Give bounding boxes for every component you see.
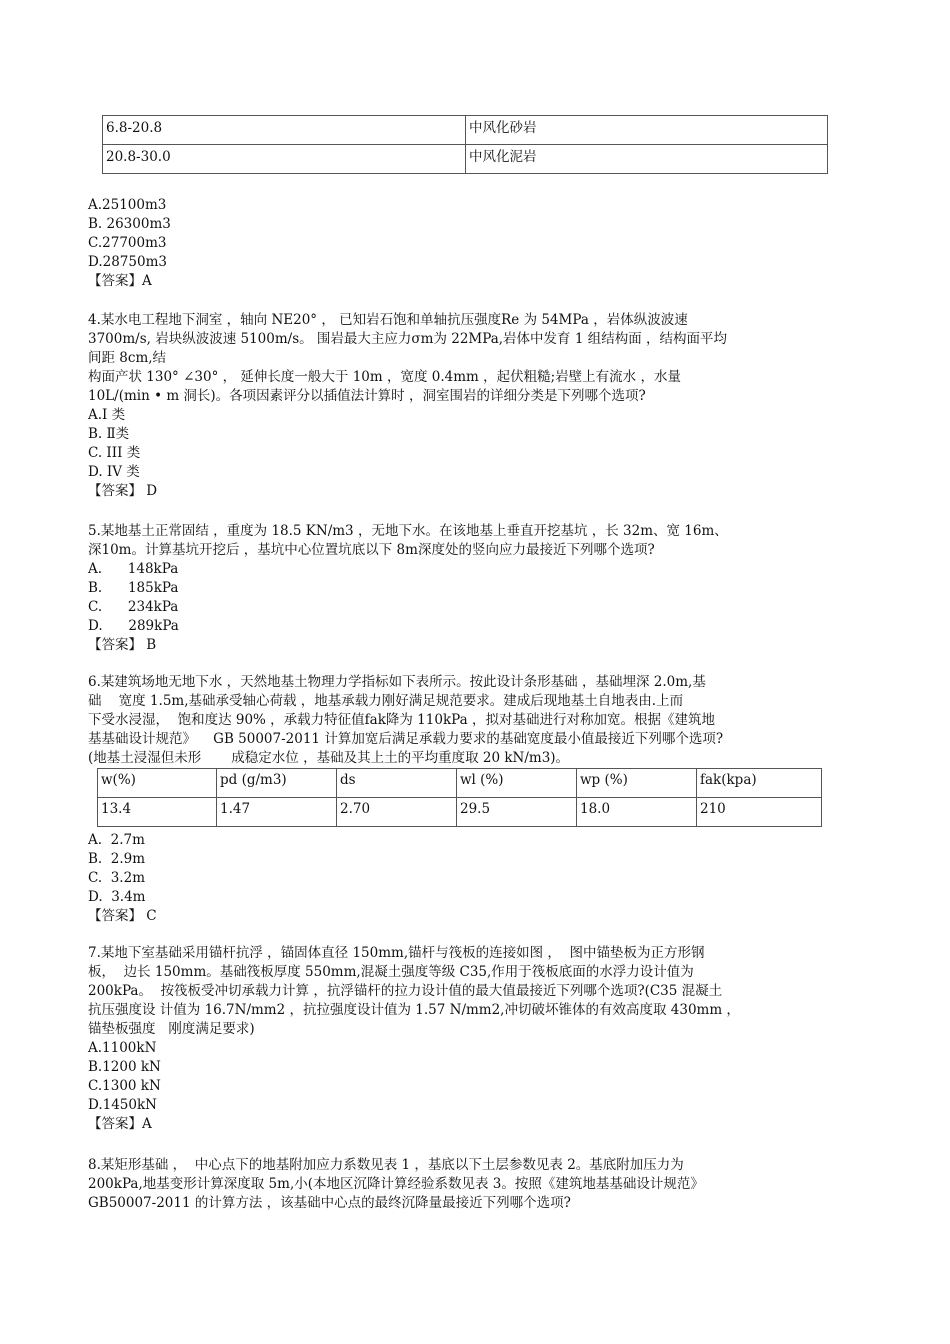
question-text: (地基土浸湿但未形 成稳定水位 ，基础及其上土的平均重度取 20 kN/m3)。 — [88, 750, 570, 766]
option-d: D.1450kN — [88, 1097, 157, 1113]
option-d: D.28750m3 — [88, 254, 167, 270]
table-cell: 中风化砂岩 — [466, 116, 828, 145]
option-b: B. 26300m3 — [88, 216, 171, 232]
question-6 — [88, 673, 868, 768]
option-b: B. 185kPa — [88, 580, 179, 596]
question-text: 200kPa,地基变形计算深度取 5m,小(本地区沉降计算经验系数见表 3。按照《建筑地基基础设计规范》 — [88, 1176, 704, 1192]
option-a: A. 2.7m — [88, 832, 145, 848]
answer-line: 【答案】 C — [88, 908, 157, 924]
option-b: B. Ⅱ类 — [88, 426, 130, 442]
question-text: 抗压强度设 计值为 16.7N/mm2 ，抗拉强度设计值为 1.57 N/mm2,冲切破坏锥体的有效高度取 430mm ， — [88, 1002, 740, 1018]
question-5 — [88, 522, 868, 655]
question-text: 7.某地下室基础采用锚杆抗浮 ，锚固体直径 150mm,锚杆与筏板的连接如图 ， 图中锚垫板为正方形钢 — [88, 945, 705, 961]
question-7 — [88, 944, 868, 1134]
answer-line: 【答案】 D — [88, 483, 158, 499]
option-c: C.27700m3 — [88, 235, 167, 251]
answer-line: 【答案】A — [88, 273, 152, 289]
option-a: A.1100kN — [88, 1040, 157, 1056]
option-a: A.I 类 — [88, 407, 126, 423]
question-text: 板， 边长 150mm。基础筏板厚度 550mm,混凝土强度等级 C35,作用于筏板底面的水浮力设计值为 — [88, 964, 694, 980]
table-header-cell: ds — [337, 769, 457, 798]
table-row — [103, 116, 828, 145]
question-text: 4.某水电工程地下洞室 ，轴向 NE20° ， 已知岩石饱和单轴抗压强度Re 为 54MPa ，岩体纵波波速 — [88, 312, 688, 328]
question-text: 10L/(min • m 洞长)。各项因素评分以插值法计算时 ，洞室围岩的详细分类是下列哪个选项? — [88, 388, 646, 404]
option-c: C. 3.2m — [88, 870, 145, 886]
answer-line: 【答案】A — [88, 1116, 152, 1132]
question-3-options — [88, 196, 868, 291]
question-text: 间距 8cm,结 — [88, 350, 167, 366]
table-cell: 29.5 — [457, 798, 577, 827]
option-b: B. 2.9m — [88, 851, 146, 867]
table-header-cell: wp (%) — [577, 769, 697, 798]
table-cell: 中风化泥岩 — [466, 145, 828, 174]
question-text: 础 宽度 1.5m,基础承受轴心荷载 ，地基承载力刚好满足规范要求。建成后现地基土自地表由.上而 — [88, 693, 684, 709]
table-cell: 13.4 — [98, 798, 217, 827]
question-text: GB50007-2011 的计算方法 ，该基础中心点的最终沉降量最接近下列哪个选项? — [88, 1195, 571, 1211]
table-row — [103, 145, 828, 174]
question-8 — [88, 1156, 868, 1213]
question-text: 下受水浸湿， 饱和度达 90% ，承载力特征值fak降为 110kPa ，拟对基础进行对称加宽。根据《建筑地 — [88, 712, 715, 728]
question-text: 深10m。计算基坑开挖后 ，基坑中心位置坑底以下 8m深度处的竖向应力最接近下列哪个选项? — [88, 542, 655, 558]
question-text: 构面产状 130° ∠30° ， 延伸长度一般大于 10m ，宽度 0.4mm ，起伏粗糙;岩壁上有流水 ，水量 — [88, 369, 681, 385]
table-header-cell: pd (g/m3) — [217, 769, 337, 798]
strata-table — [102, 115, 828, 174]
question-text: 6.某建筑场地无地下水 ，天然地基土物理力学指标如下表所示。按此设计条形基础 ，基础埋深 2.0m,基 — [88, 674, 706, 690]
option-d: D. IV 类 — [88, 464, 140, 480]
question-text: 8.某矩形基础 ， 中心点下的地基附加应力系数见表 1 ，基底以下土层参数见表 2。基底附加压力为 — [88, 1157, 684, 1173]
question-text: 200kPa。 按筏板受冲切承载力计算 ，抗浮锚杆的拉力设计值的最大值最接近下列哪个选项?(C35 混凝土 — [88, 983, 723, 999]
table-cell: 18.0 — [577, 798, 697, 827]
option-d: D. 3.4m — [88, 889, 146, 905]
table-cell: 20.8-30.0 — [103, 145, 466, 174]
question-6-options — [88, 831, 868, 926]
table-header-cell: w(%) — [98, 769, 217, 798]
option-a: A. 148kPa — [88, 561, 179, 577]
option-d: D. 289kPa — [88, 618, 179, 634]
answer-line: 【答案】 B — [88, 637, 157, 653]
option-c: C. 234kPa — [88, 599, 179, 615]
question-text: 锚垫板强度 刚度满足要求) — [88, 1021, 255, 1037]
question-4 — [88, 311, 868, 501]
option-a: A.25100m3 — [88, 197, 167, 213]
question-text: 基基础设计规范》 GB 50007-2011 计算加宽后满足承载力要求的基础宽度最小值最接近下列哪个选项? — [88, 731, 724, 747]
question-text: 3700m/s, 岩块纵波波速 5100m/s。 围岩最大主应力σm为 22MPa,岩体中发育 1 组结构面 ，结构面平均 — [88, 331, 728, 347]
table-cell: 1.47 — [217, 798, 337, 827]
option-b: B.1200 kN — [88, 1059, 161, 1075]
table-header-cell: fak(kpa) — [697, 769, 822, 798]
table-row — [98, 798, 822, 827]
table-cell: 6.8-20.8 — [103, 116, 466, 145]
table-header-row — [98, 769, 822, 798]
option-c: C. III 类 — [88, 445, 141, 461]
table-header-cell: wl (%) — [457, 769, 577, 798]
option-c: C.1300 kN — [88, 1078, 161, 1094]
table-cell: 210 — [697, 798, 822, 827]
question-text: 5.某地基土正常固结 ，重度为 18.5 KN/m3 ，无地下水。在该地基上垂直开挖基坑 ，长 32m、宽 16m、 — [88, 523, 728, 539]
soil-properties-table — [97, 768, 822, 827]
table-cell: 2.70 — [337, 798, 457, 827]
